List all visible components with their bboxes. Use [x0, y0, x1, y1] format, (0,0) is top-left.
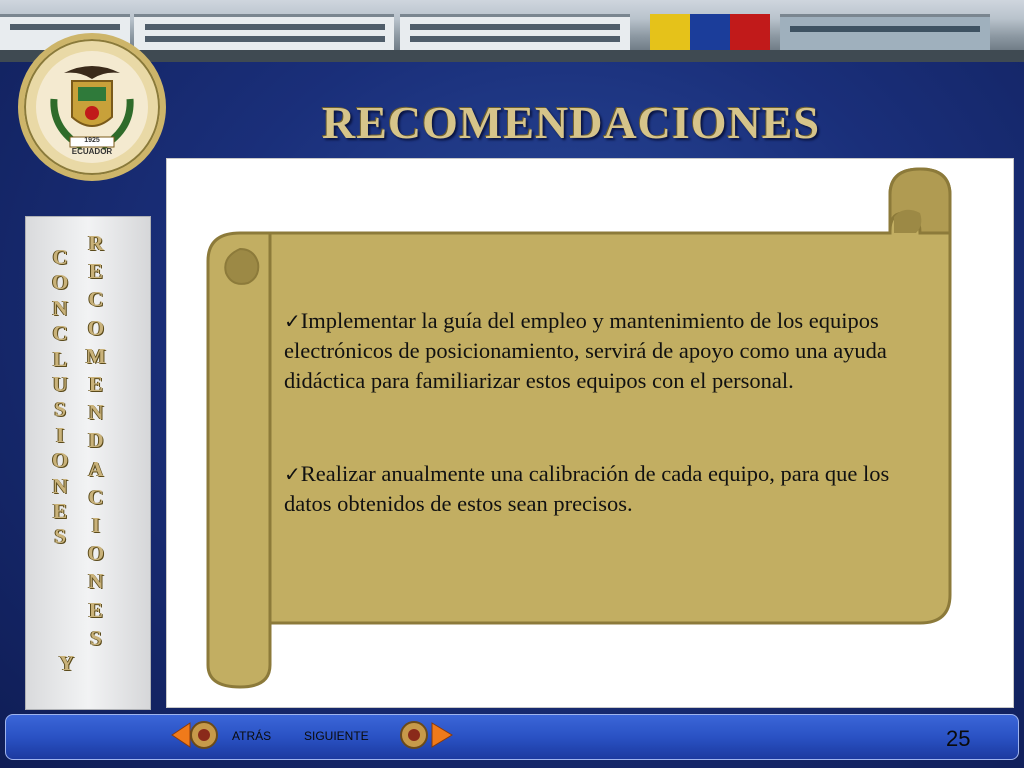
nav-letter: E [88, 372, 103, 397]
recommendation-text: Implementar la guía del empleo y mantenimiento de los equipos electrónicos de posicionamiento, servirá de apoyo como una ayuda didáctica para familiarizar estos equipos con el personal. [284, 308, 887, 393]
nav-letter: R [88, 231, 104, 255]
back-arrow-icon [170, 719, 222, 751]
nav-letter: N [52, 295, 68, 320]
slide-title: RECOMENDACIONES [322, 97, 821, 148]
nav-letter: C [88, 287, 104, 312]
recommendation-item [284, 306, 924, 396]
checkmark-icon: ✓ [284, 309, 301, 333]
nav-letter: O [87, 315, 105, 340]
nav-letter: N [88, 569, 104, 594]
nav-letter: E [88, 597, 103, 622]
nav-letter: L [53, 346, 68, 371]
back-label[interactable]: ATRÁS [232, 729, 272, 743]
nav-letter: C [52, 321, 68, 346]
nav-letter: Y [59, 651, 75, 675]
nav-letter: I [91, 513, 100, 538]
nav-letter: U [52, 372, 68, 397]
emblem-year: 1925 [84, 137, 100, 144]
nav-letter: M [86, 343, 106, 368]
nav-letter: O [52, 448, 69, 473]
nav-letter: N [52, 473, 68, 498]
side-nav [25, 216, 151, 710]
nav-letter: O [87, 541, 105, 566]
nav-letter: N [88, 400, 104, 425]
nav-letter: C [88, 484, 104, 509]
nav-letter: A [88, 456, 104, 481]
nav-link-y [59, 651, 74, 676]
nav-letter: O [52, 270, 69, 295]
nav-letter: S [54, 524, 67, 549]
emblem-country: ECUADOR [71, 147, 113, 156]
recommendation-text: Realizar anualmente una calibración de cada equipo, para que los datos obtenidos de estos sean precisos. [284, 461, 890, 516]
nav-letter: S [90, 625, 102, 650]
back-button[interactable] [170, 719, 222, 751]
next-label[interactable]: SIGUIENTE [304, 729, 369, 743]
nav-letter: C [52, 245, 68, 269]
nav-letter: S [54, 397, 67, 422]
recommendation-item [284, 459, 924, 519]
checkmark-icon: ✓ [284, 462, 301, 486]
nav-link-conclusiones[interactable] [52, 245, 68, 550]
page-number: 25 [946, 726, 971, 751]
institution-emblem-logo [18, 33, 166, 181]
nav-letter: D [88, 428, 104, 453]
nav-link-recomendaciones[interactable] [86, 229, 106, 652]
nav-letter: E [88, 259, 103, 284]
footer-nav-bar [5, 714, 1019, 760]
nav-letter: I [56, 422, 65, 447]
recommendations-list [284, 306, 924, 519]
next-arrow-icon [398, 719, 454, 751]
nav-letter: E [53, 499, 68, 524]
next-button[interactable] [398, 719, 454, 751]
